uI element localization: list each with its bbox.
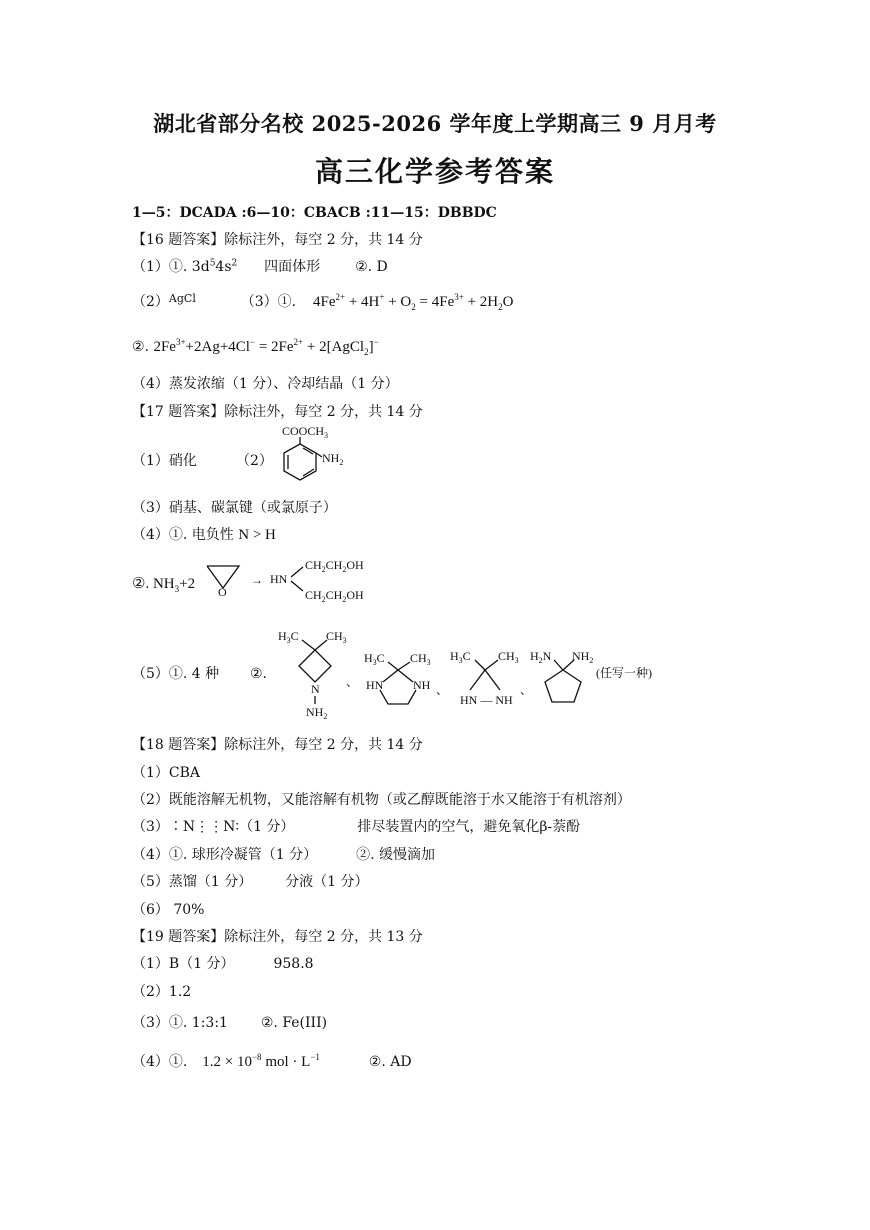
page-subtitle: 高三化学参考答案 bbox=[314, 155, 555, 188]
benzene-ring bbox=[284, 444, 316, 480]
q19-header: 【19 题答案】除标注外，每空 2 分，共 13 分 bbox=[132, 929, 423, 945]
q19-part1 bbox=[132, 955, 314, 973]
separator-2: 、 bbox=[436, 683, 449, 697]
isomer-3-hn-nh: HN — NH bbox=[460, 693, 513, 707]
reaction-arrow: → bbox=[251, 573, 263, 587]
q19-part4 bbox=[132, 1053, 412, 1071]
methyl-anthranilate-structure bbox=[262, 425, 362, 495]
lower-chain-label: $CH_2CH_2OH$ bbox=[305, 588, 364, 604]
q18-part6: （6） 70% bbox=[132, 902, 205, 918]
isomer-1 bbox=[278, 629, 347, 721]
q16-p1-sup1: 5 bbox=[209, 258, 216, 269]
choice-answers: 1—5：DCADA :6—10：CBACB :11—15：DBBDC bbox=[132, 205, 497, 221]
isomer-1-left-methyl: $H_3C$ bbox=[278, 629, 299, 645]
q16-part4: （4）蒸发浓缩（1 分）、冷却结晶（1 分） bbox=[132, 376, 399, 392]
q16-p3-label: （3）①. bbox=[240, 294, 297, 310]
isomer-3-ring bbox=[470, 670, 500, 690]
q18-header: 【18 题答案】除标注外，每空 2 分，共 14 分 bbox=[132, 737, 423, 753]
q16-p2-answer: AgCl bbox=[168, 292, 196, 305]
q18-part3 bbox=[132, 818, 580, 836]
epoxide-oxygen: O bbox=[218, 585, 227, 599]
isomer-1-ring bbox=[299, 650, 331, 682]
isomer-4-left-amine: $H_2N$ bbox=[530, 649, 552, 665]
q19-p3-a: （3）①. 1:3:1 bbox=[132, 1015, 228, 1031]
isomer-1-nh2: $NH_2$ bbox=[306, 705, 328, 721]
isomer-2-left-methyl: $H_3C$ bbox=[364, 651, 385, 667]
isomer-structures bbox=[270, 624, 690, 724]
q19-p3-b: ②. Fe(III) bbox=[260, 1015, 328, 1031]
isomer-2 bbox=[364, 651, 431, 704]
q18-p4-a: （4）①. 球形冷凝管（1 分） bbox=[132, 847, 318, 863]
q19-part3 bbox=[132, 1014, 327, 1032]
isomer-note: (任写一种) bbox=[596, 666, 652, 680]
isomer-3-left-methyl: $H_3C$ bbox=[450, 649, 471, 665]
ester-group-label: $COOCH_3$ bbox=[282, 424, 329, 440]
q16-part2-3 bbox=[132, 293, 513, 312]
separator-3: 、 bbox=[520, 683, 533, 697]
q18-p3-label: （3） bbox=[132, 819, 169, 835]
q16-p3-equation: $4Fe^{2+} + 4H^+ + O_2 = 4Fe^{3+} + 2H_2O$ bbox=[313, 292, 514, 312]
q16-p1-shape: 四面体形 bbox=[264, 259, 321, 275]
isomer-1-right-methyl: $CH_3$ bbox=[326, 629, 347, 645]
q16-p1-mid: 4s bbox=[215, 259, 232, 275]
bond-upper-chain bbox=[291, 567, 303, 577]
q18-p3-b: 排尽装置内的空气，避免氧化β-萘酚 bbox=[357, 819, 581, 835]
q18-part4 bbox=[132, 846, 435, 864]
q17-p4-prefix: （4）①. 电负性 bbox=[132, 527, 234, 543]
isomer-2-ring bbox=[380, 690, 416, 704]
q16-header: 【16 题答案】除标注外，每空 2 分，共 14 分 bbox=[132, 232, 423, 248]
isomer-4 bbox=[530, 649, 593, 702]
q16-p1-b: ②. D bbox=[355, 259, 388, 275]
q17-header: 【17 题答案】除标注外，每空 2 分，共 14 分 bbox=[132, 404, 423, 420]
isomer-4-ring bbox=[545, 670, 581, 702]
bond-lower-chain bbox=[291, 581, 303, 591]
q17-part5a: （5）①. 4 种 bbox=[132, 666, 220, 682]
q19-p4-b: ②. AD bbox=[368, 1054, 412, 1070]
q18-p4-b: ②. 缓慢滴加 bbox=[356, 847, 435, 863]
q18-part5 bbox=[132, 873, 369, 891]
q17-part1: （1）硝化 bbox=[132, 453, 197, 469]
amine-hn-label: HN bbox=[270, 572, 288, 586]
q17-part4b-label: ②. $NH_3+2$ bbox=[132, 576, 196, 594]
q19-p1-b: 958.8 bbox=[273, 956, 314, 972]
q17-p4-relation: N > H bbox=[238, 527, 276, 543]
q17-part2-label: （2） bbox=[236, 453, 273, 469]
q16-p3b-equation: $2Fe^{3+}+2Ag+4Cl^- = 2Fe^{2+}$ + 2[AgCl$_2$]− bbox=[153, 337, 379, 357]
q18-part2: （2）既能溶解无机物，又能溶解有机物（或乙醇既能溶于水又能溶于有机溶剂） bbox=[132, 792, 631, 808]
q17-part5b-label: ②. bbox=[250, 666, 268, 682]
q19-part2: （2）1.2 bbox=[132, 984, 192, 1000]
q17-part3: （3）硝基、碳氯键（或氯原子） bbox=[132, 500, 337, 516]
q18-p3-score: （1 分） bbox=[239, 819, 295, 835]
q18-p5-a: （5）蒸馏（1 分） bbox=[132, 874, 253, 890]
q16-part1 bbox=[132, 258, 388, 276]
amine-group-label: $NH_2$ bbox=[322, 451, 344, 467]
q16-part3b bbox=[132, 338, 379, 356]
q18-p3-formula: ∶N⋮⋮N∶ bbox=[168, 819, 240, 835]
isomer-2-right-methyl: $CH_3$ bbox=[410, 651, 431, 667]
q16-p2-label: （2） bbox=[132, 294, 169, 310]
isomer-2-hn: HN bbox=[366, 678, 384, 692]
q18-part1: （1）CBA bbox=[132, 765, 201, 781]
q19-p4-value: $1.2 \times 10^{-8}$ mol · $L^{-1}$ bbox=[202, 1052, 320, 1070]
isomer-4-right-amine: $NH_2$ bbox=[572, 649, 594, 665]
upper-chain-label: $CH_2CH_2OH$ bbox=[305, 558, 364, 574]
isomer-2-nh: NH bbox=[413, 678, 431, 692]
epoxide-reaction bbox=[205, 558, 395, 608]
q17-part4 bbox=[132, 526, 276, 544]
page-title: 湖北省部分名校 2025-2026 学年度上学期高三 9 月月考 bbox=[153, 111, 717, 136]
q18-p5-b: 分液（1 分） bbox=[285, 874, 369, 890]
q16-p1-prefix: （1）①. 3d bbox=[132, 259, 210, 275]
separator-1: 、 bbox=[346, 675, 359, 689]
q16-p1-sup2: 2 bbox=[231, 258, 238, 269]
q16-p3b-label: ②. bbox=[132, 339, 150, 355]
q19-p4-label: （4）①. bbox=[132, 1054, 188, 1070]
isomer-1-ring-n: N bbox=[311, 682, 320, 696]
q19-p1-a: （1）B（1 分） bbox=[132, 956, 235, 972]
isomer-3 bbox=[450, 649, 519, 707]
isomer-3-right-methyl: $CH_3$ bbox=[498, 649, 519, 665]
